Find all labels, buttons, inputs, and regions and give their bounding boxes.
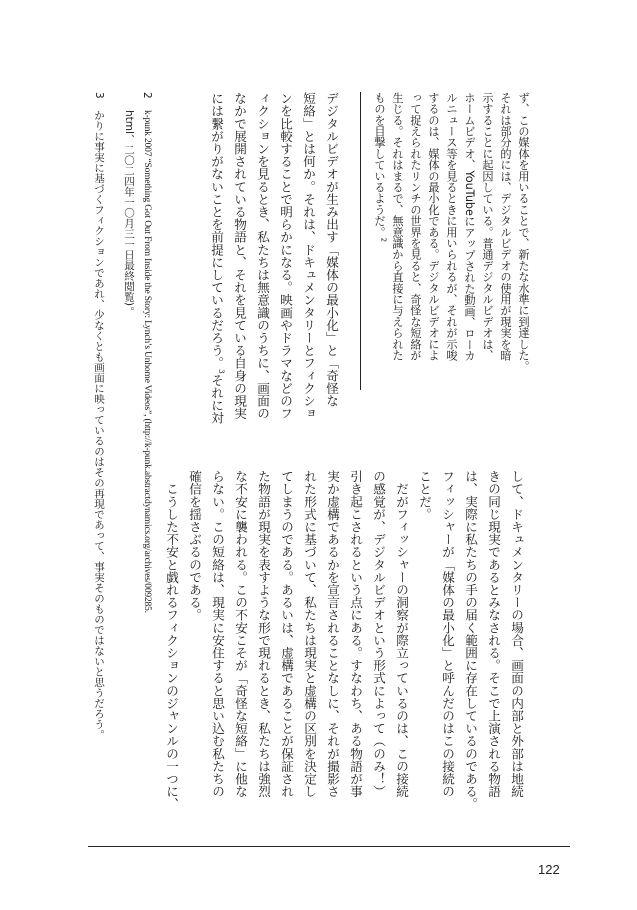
footnote-mark: 3 — [217, 369, 226, 374]
body-line: デジタルビデオが生み出す「媒体の最小化」と「奇怪な — [324, 92, 339, 407]
body-line: だがフィッシャーの洞察が際立っているのは、この接続 — [394, 470, 409, 798]
quote-line: それは部分的には、デジタルビデオの使用が現実を暗 — [499, 92, 512, 361]
quote-line: って捉えられたリンチの世界を見ると、奇怪な短絡が — [409, 92, 422, 361]
body-line: の感覚が、デジタルビデオという形式によって（のみ！） — [371, 470, 386, 798]
body-line: 引き起こされるという点にある。すなわち、ある物語が事 — [348, 470, 363, 798]
body-line: は、実際に私たちの手の届く範囲に存在しているのである。 — [463, 470, 478, 811]
quote-line: 生じる。それはまるで、無意識から直接に与えられた — [391, 92, 404, 361]
body-line: 短絡」とは何か。それは、ドキュメンタリーとフィクショ — [301, 92, 316, 420]
body-line: して、ドキュメンタリーの場合、画面の内部と外部は地続 — [509, 470, 524, 798]
footnote-number: 2 — [141, 92, 153, 99]
quote-text: ものを目撃しているようだ。 — [373, 92, 386, 238]
body-line: らない。この短絡は、現実に安住すると思い込む私たちの — [210, 470, 225, 798]
body-text: それに対 — [209, 373, 224, 425]
quote-divider — [360, 92, 361, 390]
quote-line: 示することに起因している。普通デジタルビデオは、 — [481, 92, 494, 361]
quote-line: ホームビデオ、YouTubeにアップされた動画、ローカ — [463, 92, 476, 362]
footnote-text: かりに事実に基づくフィクションであれ、少なくとも画面に映っているのはその再現であって、事実そのものではないと思うだろう。 — [93, 110, 105, 740]
footnote-text: html、二〇二四年一〇月三一日最終閲覧)。 — [123, 110, 135, 317]
footnote-mark: 2 — [379, 237, 388, 243]
body-text: には繋がりがないことを前提にしているだろう。 — [209, 92, 224, 370]
quote-line: ルニュース等を見るときに用いられるが、それが示唆 — [445, 92, 458, 361]
body-line: こうした不安と戯れるフィクションのジャンルの一つに、 — [164, 470, 179, 811]
footer-divider — [88, 846, 570, 847]
footnote-number: 3 — [93, 92, 105, 99]
body-line-with-footnote — [205, 92, 232, 424]
body-line: きの同じ現実であるとみなされる。そこで上演される物語 — [486, 470, 501, 798]
body-line: ンを比較することで明らかになる。映画やドラマなどのフ — [278, 92, 293, 420]
quote-line: ず、この媒体を用いることで、新たな水準に到達した。 — [517, 92, 530, 372]
footnote-text: k-punk 2007 “Something Got Out From Inside the Story: Lynch’s Unhome Videos”, (http://k-punk.abstractdynamics.org/archives/009285. — [142, 110, 152, 613]
body-line: れた形式に基づいて、私たちは現実と虚構の区別を決定し — [302, 470, 317, 798]
body-line: ィクションを見るとき、私たちは無意識のうちに、画面の — [255, 92, 270, 420]
body-line: な不安に襲われる。この不安こそが「奇怪な短絡」に他な — [233, 470, 248, 798]
body-line: た物語が現実を表すような形で現れるとき、私たちは強烈 — [256, 470, 271, 798]
body-line: 確信を揺さぶるのである。 — [187, 470, 202, 622]
body-line: フィッシャーが「媒体の最小化」と呼んだのはこの接続の — [440, 470, 455, 798]
body-line: てしまうのである。あるいは、虚構であることが保証され — [279, 470, 294, 798]
quote-line-last — [371, 92, 392, 242]
body-line: 実か虚構であるかを宣言されることなしに、それが撮影さ — [325, 470, 340, 798]
quote-line: するのは、媒体の最小化である。デジタルビデオによ — [427, 92, 440, 361]
body-line: なかで展開されている物語と、それを見ている自身の現実 — [232, 92, 247, 420]
page-number: 122 — [538, 862, 560, 877]
body-line: ことだ。 — [417, 470, 432, 521]
